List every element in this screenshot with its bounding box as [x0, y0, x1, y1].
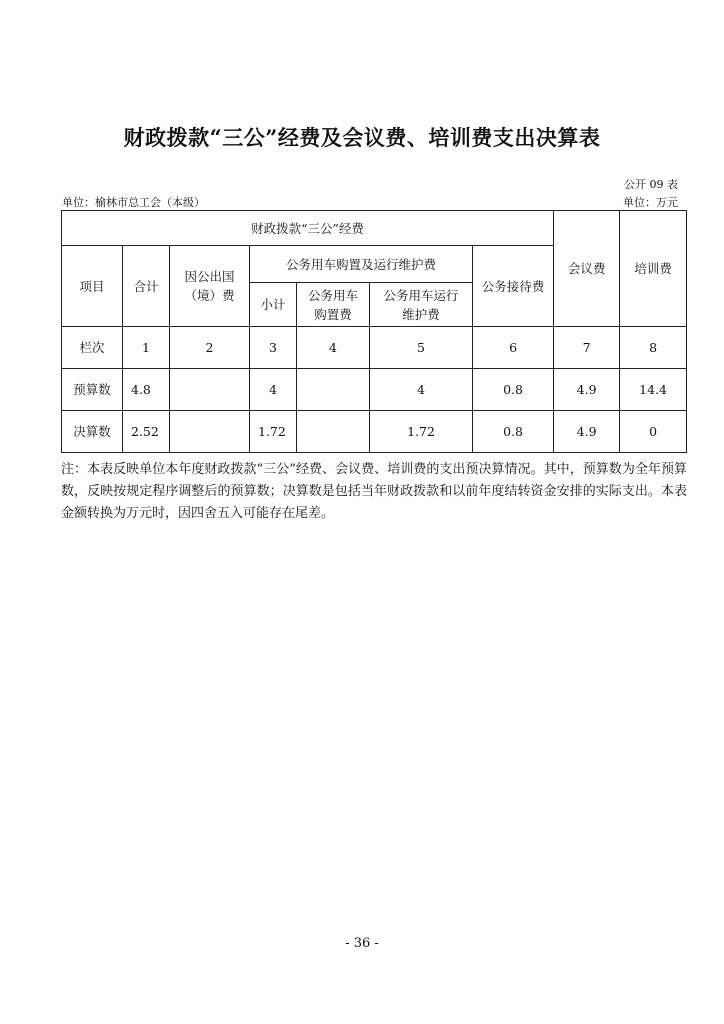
unit-organization: 单位：榆林市总工会（本级）: [62, 196, 205, 209]
table-cell: 0.8: [473, 369, 554, 411]
page-number: - 36 -: [345, 936, 379, 951]
table-cell: 2: [170, 327, 250, 369]
table-cell: 0: [620, 411, 687, 453]
table-note: 注：本表反映单位本年度财政拨款“三公”经费、会议费、培训费的支出预决算情况。其中，预算数为全年预算数，反映按规定程序调整后的预算数；决算数是包括当年财政拨款和以前年度结转资金安排的实际支出。本表金额转换为万元时，因四舍五入可能存在尾差。: [61, 462, 687, 521]
table-cell: 6: [473, 327, 554, 369]
table-cell: [297, 369, 370, 411]
table-cell: 14.4: [620, 369, 687, 411]
row-label: 栏次: [62, 327, 123, 369]
table-cell: 7: [554, 327, 620, 369]
header-item: 项目: [62, 246, 123, 327]
table-row-final: [62, 411, 687, 453]
table-cell: 4: [370, 369, 473, 411]
unit-currency: 单位：万元: [623, 196, 678, 209]
header-meeting: 会议费: [554, 211, 620, 327]
table-cell: 8: [620, 327, 687, 369]
row-label: 预算数: [62, 369, 123, 411]
header-vehicle-operation-line2: 维护费: [402, 306, 440, 322]
table-cell: 4.9: [554, 369, 620, 411]
table-row-index: [62, 327, 687, 369]
table-cell: 3: [250, 327, 297, 369]
table-cell: 4.9: [554, 411, 620, 453]
table-cell: 4.8: [123, 369, 170, 411]
header-vehicle-purchase: [297, 283, 370, 327]
header-training: 培训费: [620, 211, 687, 327]
header-reception: 公务接待费: [473, 246, 554, 327]
table-cell: [170, 411, 250, 453]
header-vehicle-operation-line1: 公务用车运行: [383, 287, 459, 303]
header-sangong-group: 财政拨款“三公”经费: [62, 211, 554, 246]
header-vehicle-purchase-line1: 公务用车: [307, 287, 358, 303]
header-abroad: [170, 246, 250, 327]
header-vehicle-purchase-line2: 购置费: [314, 306, 352, 322]
table-cell: 4: [297, 327, 370, 369]
table-cell: 0.8: [473, 411, 554, 453]
form-number: 公开 09 表: [624, 178, 678, 191]
header-subtotal: 小计: [250, 283, 297, 327]
row-label: 决算数: [62, 411, 123, 453]
table-cell: [170, 369, 250, 411]
table-cell: 2.52: [123, 411, 170, 453]
header-abroad-line2: （境）费: [184, 288, 235, 303]
page-title: 财政拨款“三公”经费及会议费、培训费支出决算表: [123, 125, 601, 150]
header-total: 合计: [123, 246, 170, 327]
table-cell: 1.72: [370, 411, 473, 453]
table-cell: 4: [250, 369, 297, 411]
table-cell: 1.72: [250, 411, 297, 453]
table-cell: 1: [123, 327, 170, 369]
table-cell: 5: [370, 327, 473, 369]
header-vehicle-group: 公务用车购置及运行维护费: [250, 246, 473, 283]
header-vehicle-operation: [370, 283, 473, 327]
table-cell: [297, 411, 370, 453]
header-abroad-line1: 因公出国: [184, 269, 235, 284]
expenditure-table: [61, 210, 687, 453]
table-row-budget: [62, 369, 687, 411]
